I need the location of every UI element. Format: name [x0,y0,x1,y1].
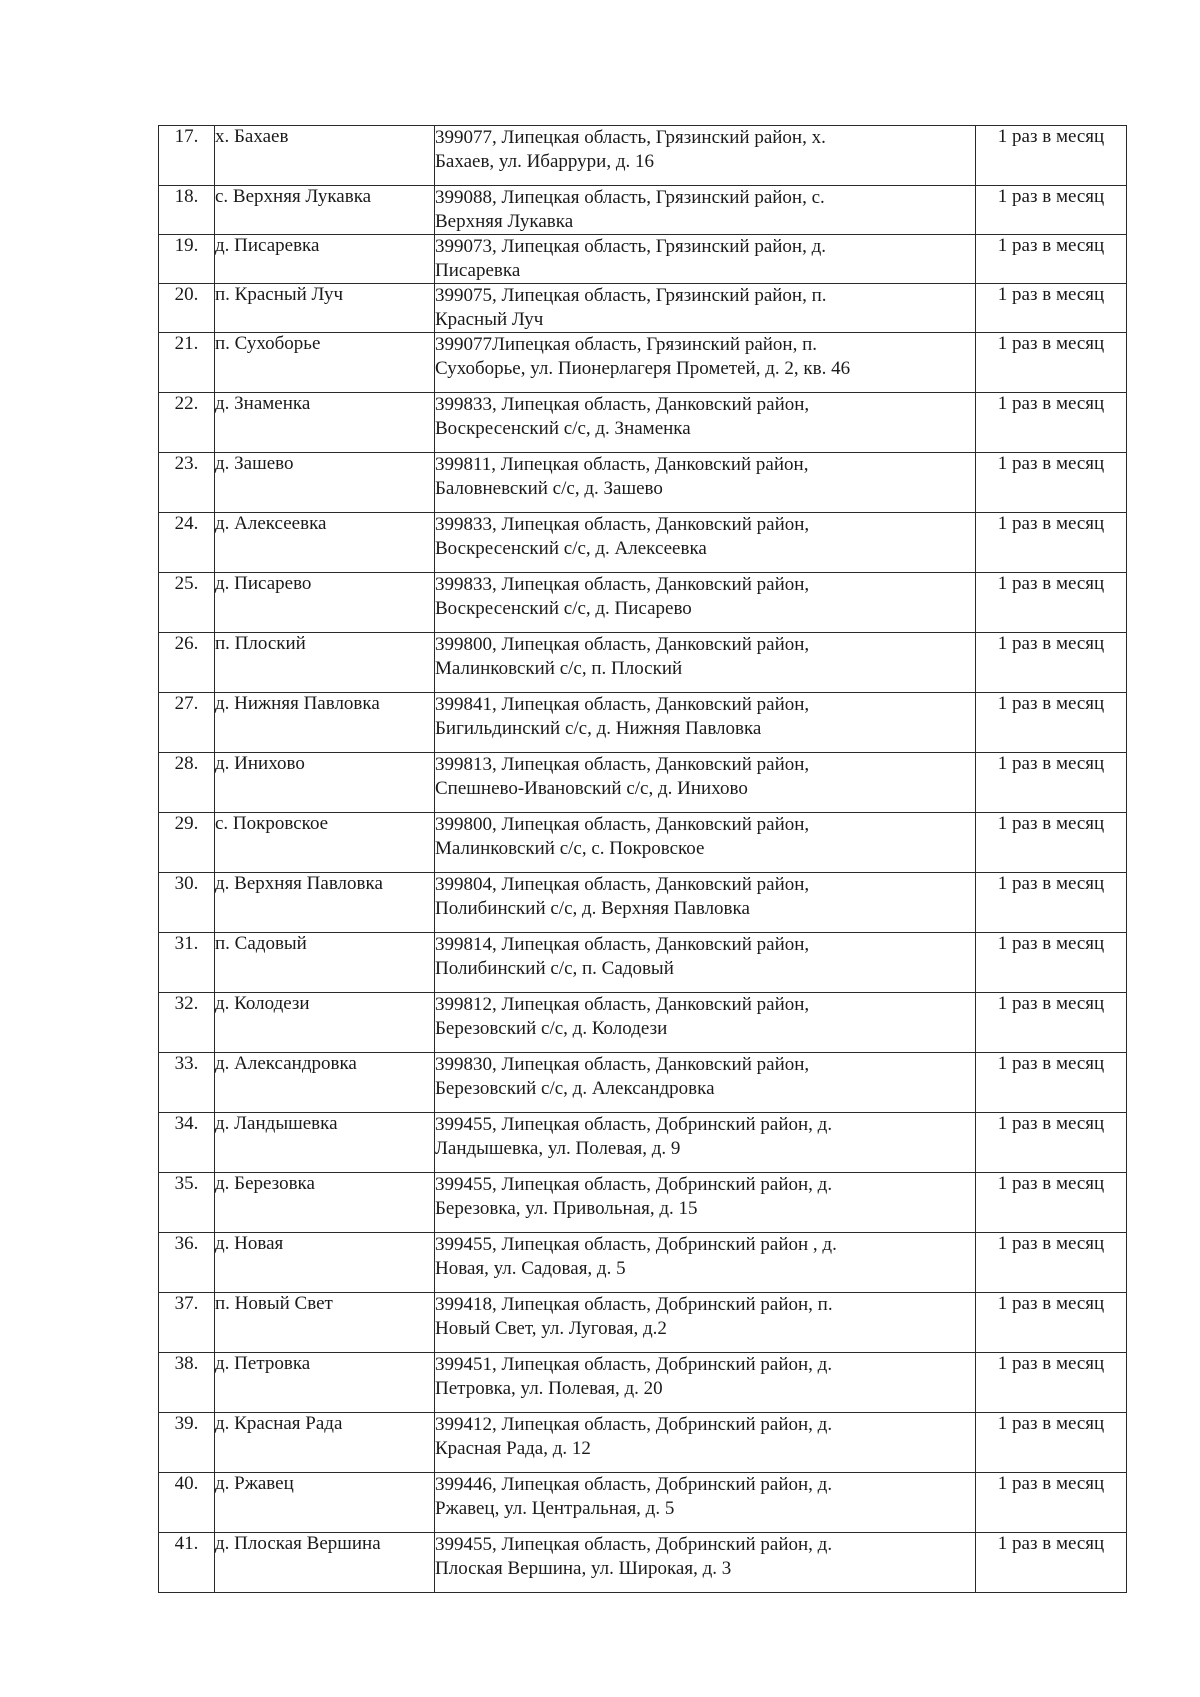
settlement-name: п. Новый Свет [215,1293,435,1353]
table-row [159,186,1127,235]
address-line-1: 399077, Липецкая область, Грязинский район, х. [435,127,826,148]
settlement-name: д. Знаменка [215,393,435,453]
frequency-cell: 1 раз в месяц [976,753,1127,813]
address-line-2: Воскресенский с/с, д. Знаменка [435,418,691,439]
frequency-cell: 1 раз в месяц [976,1473,1127,1533]
address-cell [435,513,976,573]
address-line-1: 399088, Липецкая область, Грязинский район, с. [435,187,825,208]
frequency-cell: 1 раз в месяц [976,1053,1127,1113]
table-row [159,1413,1127,1473]
table-body [159,126,1127,1593]
settlement-name: п. Садовый [215,933,435,993]
frequency-cell: 1 раз в месяц [976,693,1127,753]
row-number: 34. [159,1113,215,1173]
settlement-name: д. Березовка [215,1173,435,1233]
frequency-cell: 1 раз в месяц [976,573,1127,633]
address-cell [435,333,976,393]
address-line-1: 399804, Липецкая область, Данковский район, [435,874,810,895]
address-line-2: Малинковский с/с, п. Плоский [435,658,683,679]
table-row [159,1353,1127,1413]
address-line-2: Спешнево-Ивановский с/с, д. Инихово [435,778,748,799]
address-cell [435,993,976,1053]
frequency-cell: 1 раз в месяц [976,333,1127,393]
settlement-name: д. Нижняя Павловка [215,693,435,753]
settlement-name: с. Верхняя Лукавка [215,186,435,235]
table-row [159,1053,1127,1113]
row-number: 20. [159,284,215,333]
frequency-cell: 1 раз в месяц [976,1233,1127,1293]
frequency-cell: 1 раз в месяц [976,1533,1127,1593]
row-number: 18. [159,186,215,235]
address-line-1: 399073, Липецкая область, Грязинский район, д. [435,236,827,257]
settlement-name: п. Красный Луч [215,284,435,333]
address-line-2: Полибинский с/с, п. Садовый [435,958,674,979]
address-line-2: Плоская Вершина, ул. Широкая, д. 3 [435,1558,732,1579]
table-row [159,513,1127,573]
row-number: 23. [159,453,215,513]
row-number: 25. [159,573,215,633]
address-line-2: Березовский с/с, д. Колодези [435,1018,668,1039]
settlement-name: д. Ландышевка [215,1113,435,1173]
address-cell [435,693,976,753]
settlement-name: п. Сухоборье [215,333,435,393]
frequency-cell: 1 раз в месяц [976,813,1127,873]
address-cell [435,126,976,186]
table-row [159,284,1127,333]
row-number: 19. [159,235,215,284]
row-number: 28. [159,753,215,813]
address-cell [435,1233,976,1293]
address-line-1: 399075, Липецкая область, Грязинский район, п. [435,285,827,306]
table-row [159,933,1127,993]
address-line-1: 399833, Липецкая область, Данковский район, [435,514,810,535]
frequency-cell: 1 раз в месяц [976,933,1127,993]
address-line-1: 399833, Липецкая область, Данковский район, [435,394,810,415]
address-cell [435,1353,976,1413]
address-cell [435,1473,976,1533]
address-line-2: Березовка, ул. Привольная, д. 15 [435,1198,698,1219]
table-row [159,813,1127,873]
address-line-2: Воскресенский с/с, д. Алексеевка [435,538,707,559]
address-line-2: Верхняя Лукавка [435,211,574,232]
row-number: 17. [159,126,215,186]
address-line-2: Бигильдинский с/с, д. Нижняя Павловка [435,718,762,739]
address-line-2: Петровка, ул. Полевая, д. 20 [435,1378,663,1399]
frequency-cell: 1 раз в месяц [976,453,1127,513]
address-cell [435,753,976,813]
settlement-name: д. Александровка [215,1053,435,1113]
address-line-1: 399455, Липецкая область, Добринский район, д. [435,1534,833,1555]
table-row [159,393,1127,453]
row-number: 38. [159,1353,215,1413]
table-row [159,573,1127,633]
address-cell [435,873,976,933]
row-number: 36. [159,1233,215,1293]
settlement-name: д. Верхняя Павловка [215,873,435,933]
address-line-1: 399812, Липецкая область, Данковский район, [435,994,810,1015]
frequency-cell: 1 раз в месяц [976,126,1127,186]
table-row [159,235,1127,284]
row-number: 40. [159,1473,215,1533]
settlement-name: х. Бахаев [215,126,435,186]
address-line-1: 399833, Липецкая область, Данковский район, [435,574,810,595]
address-cell [435,1413,976,1473]
table-row [159,633,1127,693]
settlement-name: д. Зашево [215,453,435,513]
row-number: 35. [159,1173,215,1233]
address-line-1: 399814, Липецкая область, Данковский район, [435,934,810,955]
address-line-2: Красная Рада, д. 12 [435,1438,591,1459]
row-number: 24. [159,513,215,573]
row-number: 26. [159,633,215,693]
address-cell [435,393,976,453]
settlement-name: д. Алексеевка [215,513,435,573]
frequency-cell: 1 раз в месяц [976,235,1127,284]
settlement-name: д. Писарево [215,573,435,633]
table-row [159,1113,1127,1173]
frequency-cell: 1 раз в месяц [976,513,1127,573]
address-cell [435,1173,976,1233]
address-line-1: 399455, Липецкая область, Добринский район , д. [435,1234,837,1255]
address-cell [435,633,976,693]
settlement-name: с. Покровское [215,813,435,873]
settlement-name: д. Петровка [215,1353,435,1413]
table-row [159,1533,1127,1593]
address-line-2: Полибинский с/с, д. Верхняя Павловка [435,898,750,919]
address-cell [435,186,976,235]
address-line-2: Писаревка [435,260,521,281]
address-line-1: 399412, Липецкая область, Добринский район, д. [435,1414,833,1435]
row-number: 31. [159,933,215,993]
address-cell [435,453,976,513]
table-row [159,1233,1127,1293]
frequency-cell: 1 раз в месяц [976,186,1127,235]
row-number: 30. [159,873,215,933]
address-cell [435,933,976,993]
row-number: 37. [159,1293,215,1353]
table-row [159,333,1127,393]
address-cell [435,1293,976,1353]
settlement-name: д. Инихово [215,753,435,813]
settlement-name: д. Колодези [215,993,435,1053]
row-number: 39. [159,1413,215,1473]
address-line-2: Воскресенский с/с, д. Писарево [435,598,692,619]
address-line-1: 399455, Липецкая область, Добринский район, д. [435,1114,833,1135]
table-row [159,693,1127,753]
address-line-1: 399446, Липецкая область, Добринский район, д. [435,1474,833,1495]
address-line-2: Баловневский с/с, д. Зашево [435,478,663,499]
row-number: 21. [159,333,215,393]
address-cell [435,1053,976,1113]
table-row [159,1173,1127,1233]
address-line-1: 399418, Липецкая область, Добринский район, п. [435,1294,833,1315]
address-cell [435,284,976,333]
row-number: 27. [159,693,215,753]
settlements-table [158,125,1127,1593]
table-row [159,753,1127,813]
settlement-name: д. Ржавец [215,1473,435,1533]
address-line-1: 399830, Липецкая область, Данковский район, [435,1054,810,1075]
address-line-2: Сухоборье, ул. Пионерлагеря Прометей, д. 2, кв. 46 [435,358,851,379]
frequency-cell: 1 раз в месяц [976,393,1127,453]
frequency-cell: 1 раз в месяц [976,1113,1127,1173]
row-number: 33. [159,1053,215,1113]
address-line-2: Красный Луч [435,309,544,330]
address-line-2: Ландышевка, ул. Полевая, д. 9 [435,1138,681,1159]
address-line-1: 399800, Липецкая область, Данковский район, [435,634,810,655]
address-cell [435,1533,976,1593]
frequency-cell: 1 раз в месяц [976,1413,1127,1473]
row-number: 29. [159,813,215,873]
address-line-2: Березовский с/с, д. Александровка [435,1078,715,1099]
table-row [159,993,1127,1053]
frequency-cell: 1 раз в месяц [976,633,1127,693]
address-cell [435,1113,976,1173]
address-line-1: 399811, Липецкая область, Данковский район, [435,454,809,475]
address-line-1: 399841, Липецкая область, Данковский район, [435,694,810,715]
address-line-1: 399800, Липецкая область, Данковский район, [435,814,810,835]
row-number: 41. [159,1533,215,1593]
address-line-1: 399451, Липецкая область, Добринский район, д. [435,1354,833,1375]
frequency-cell: 1 раз в месяц [976,873,1127,933]
address-cell [435,235,976,284]
table-row [159,453,1127,513]
settlement-name: п. Плоский [215,633,435,693]
frequency-cell: 1 раз в месяц [976,284,1127,333]
table-row [159,1293,1127,1353]
address-line-2: Новая, ул. Садовая, д. 5 [435,1258,626,1279]
settlement-name: д. Красная Рада [215,1413,435,1473]
frequency-cell: 1 раз в месяц [976,1293,1127,1353]
address-line-2: Ржавец, ул. Центральная, д. 5 [435,1498,675,1519]
frequency-cell: 1 раз в месяц [976,1173,1127,1233]
table-row [159,873,1127,933]
frequency-cell: 1 раз в месяц [976,993,1127,1053]
table-row [159,126,1127,186]
address-line-2: Малинковский с/с, с. Покровское [435,838,705,859]
settlement-name: д. Новая [215,1233,435,1293]
address-cell [435,573,976,633]
settlement-name: д. Плоская Вершина [215,1533,435,1593]
address-line-1: 399813, Липецкая область, Данковский район, [435,754,810,775]
row-number: 22. [159,393,215,453]
address-line-2: Новый Свет, ул. Луговая, д.2 [435,1318,667,1339]
frequency-cell: 1 раз в месяц [976,1353,1127,1413]
row-number: 32. [159,993,215,1053]
address-line-1: 399077Липецкая область, Грязинский район, п. [435,334,818,355]
settlement-name: д. Писаревка [215,235,435,284]
address-line-1: 399455, Липецкая область, Добринский район, д. [435,1174,833,1195]
table-row [159,1473,1127,1533]
address-line-2: Бахаев, ул. Ибаррури, д. 16 [435,151,654,172]
address-cell [435,813,976,873]
